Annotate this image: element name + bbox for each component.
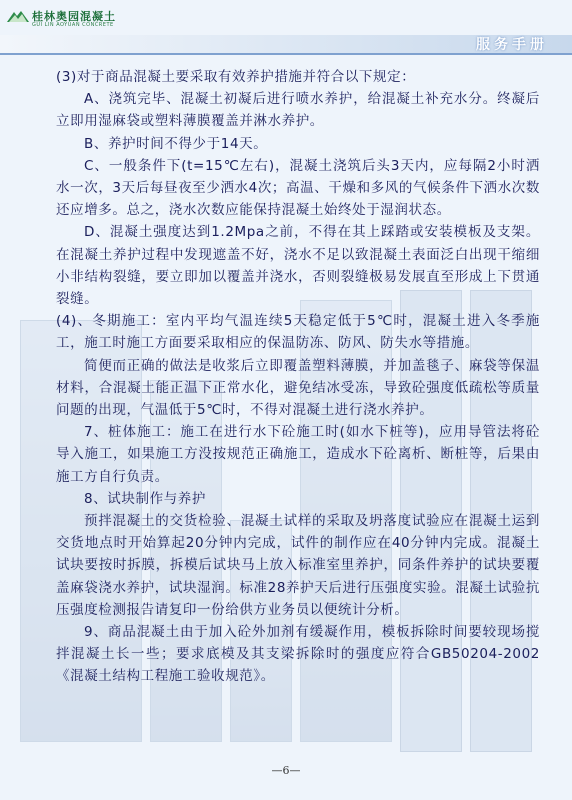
paragraph-specimen-heading: 8、试块制作与养护	[84, 490, 206, 507]
paragraph-winter-construction: (4)、冬期施工：室内平均气温连续5天稳定低于5℃时，混凝土进入冬季施工，施工时施工方面要采取相应的保温防冻、防风、防失水等措施。	[56, 313, 540, 352]
page-body	[56, 66, 540, 688]
company-logo	[6, 6, 146, 34]
logo-text: 桂林奥园混凝土	[32, 10, 116, 23]
logo-subtext: GUI LIN AOYUAN CONCRETE	[32, 22, 114, 28]
paragraph-pile-construction: 7、桩体施工：施工在进行水下砼施工时(如水下桩等)，应用导管法将砼导入施工，如果施工方没按规范正确施工，造成水下砼离析、断桩等，后果由施工方自行负责。	[56, 424, 540, 485]
paragraph-specimen-detail: 预拌混凝土的交货检验、混凝土试样的采取及坍落度试验应在混凝土运到交货地点时开始算起20分钟内完成，试件的制作应在40分钟内完成。混凝土试块要按时拆膜，拆模后试块马上放入标准室里养护，同条件养护的试块要覆盖麻袋浇水养护，试块湿润。标准28养护天后进行压强度实验。混凝土试验抗压强度检测报告请复印一份给供方业务员以便统计分析。	[56, 513, 540, 618]
logo-mark-icon	[6, 10, 30, 24]
paragraph-winter-method: 简便而正确的做法是收浆后立即覆盖塑料薄膜，并加盖毯子、麻袋等保温材料，合混凝土能正温下正常水化，避免结冰受冻，导致砼强度低疏松等质量问题的出现，气温低于5℃时，不得对混凝土进行浇水养护。	[56, 357, 540, 419]
paragraph-curing-rules: (3)对于商品混凝土要采取有效养护措施并符合以下规定：	[56, 69, 416, 85]
section-title: 服务手册	[476, 37, 548, 53]
paragraph-rule-b: B、养护时间不得少于14天。	[84, 135, 268, 152]
paragraph-rule-c: C、一般条件下(t=15℃左右)，混凝土浇筑后头3天内，应每隔2小时洒水一次，3天后每昼夜至少洒水4次；高温、干燥和多风的气候条件下洒水次数还应增多。总之，浇水次数应能保持混凝土始终处于湿润状态。	[56, 157, 540, 219]
paragraph-rule-d: D、混凝土强度达到1.2Mpa之前，不得在其上踩踏或安装模板及支架。在混凝土养护过程中发现遮盖不好，浇水不足以致混凝土表面泛白出现干缩细小非结构裂缝，要立即加以覆盖并浇水，否则裂缝极易发展直至形成上下贯通裂缝。	[56, 224, 540, 308]
paragraph-formwork-removal: 9、商品混凝土由于加入砼外加剂有缓凝作用，模板拆除时间要较现场搅拌混凝土长一些；要求底模及其支梁拆除时的强度应符合GB50204-2002《混凝土结构工程施工验收规范》。	[56, 624, 540, 685]
paragraph-rule-a: A、浇筑完毕、混凝土初凝后进行喷水养护，给混凝土补充水分。终凝后立即用湿麻袋或塑料薄膜覆盖并淋水养护。	[56, 91, 540, 130]
page-number: —6—	[271, 764, 301, 777]
